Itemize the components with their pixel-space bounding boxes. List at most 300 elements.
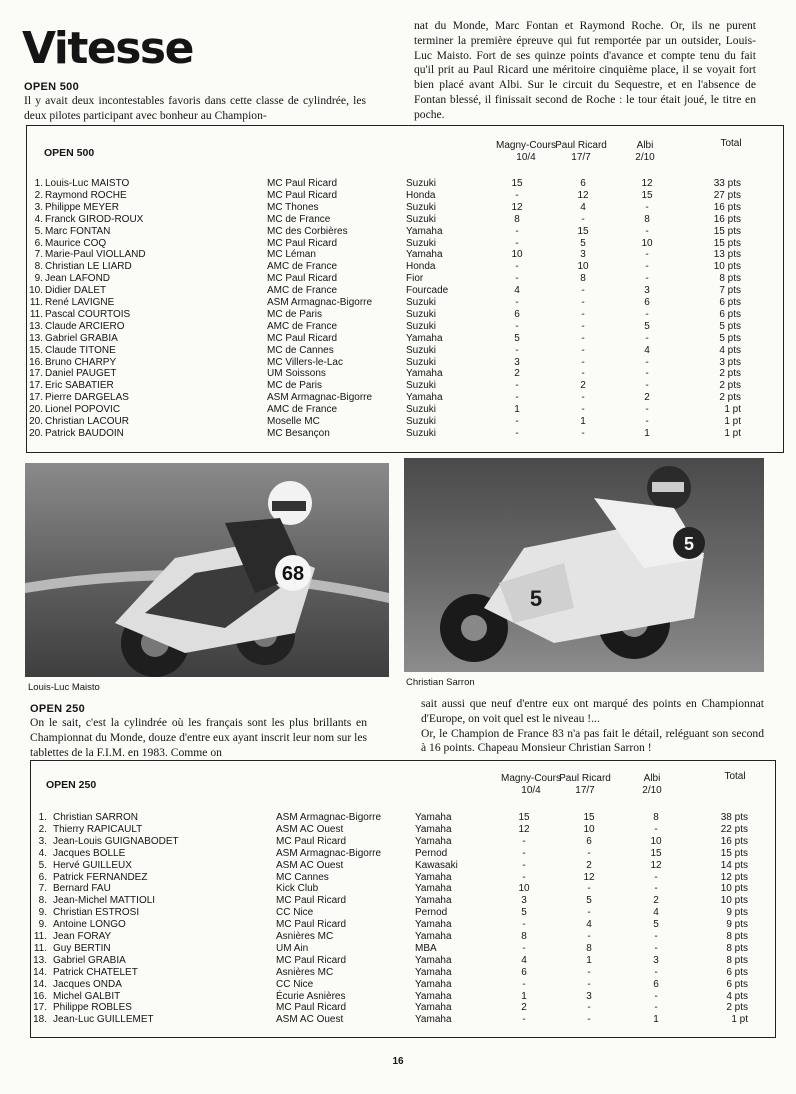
- make-cell: Yamaha: [415, 823, 452, 835]
- total-points-cell: 1 pt: [731, 1014, 748, 1026]
- albi-points-cell: -: [645, 332, 649, 344]
- club-cell: MC des Corbières: [267, 225, 348, 237]
- rider-name-cell: Lionel POPOVIC: [45, 404, 121, 416]
- rider-name-cell: Philippe ROBLES: [53, 1002, 132, 1014]
- rank-cell: 5.: [38, 859, 47, 871]
- photo-maisto: [25, 463, 389, 677]
- col-header-albi: [617, 140, 673, 163]
- total-points-cell: 2 pts: [719, 380, 741, 392]
- rider-name-cell: Guy BERTIN: [53, 942, 111, 954]
- total-points-cell: 4 pts: [719, 344, 741, 356]
- make-cell: MBA: [415, 942, 437, 954]
- table-row: [27, 428, 783, 440]
- make-cell: Yamaha: [406, 332, 443, 344]
- table-row: [31, 860, 775, 872]
- rider-name-cell: René LAVIGNE: [45, 297, 115, 308]
- table-row: [31, 931, 775, 943]
- make-cell: Suzuki: [406, 356, 437, 368]
- open500-heading: OPEN 500: [24, 81, 79, 93]
- make-cell: Suzuki: [406, 178, 437, 189]
- club-cell: UM Ain: [276, 942, 309, 954]
- col-header-date: 17/7: [571, 151, 591, 163]
- make-cell: Suzuki: [406, 308, 437, 320]
- total-points-cell: 10 pts: [720, 883, 748, 895]
- rider-name-cell: Pascal COURTOIS: [45, 308, 131, 320]
- total-points-cell: 6 pts: [719, 297, 741, 308]
- make-cell: Yamaha: [415, 919, 452, 931]
- make-cell: Yamaha: [406, 249, 443, 261]
- make-cell: Pernod: [415, 907, 448, 919]
- col-header-albi: [624, 773, 680, 796]
- rider-name-cell: Philippe MEYER: [45, 201, 119, 213]
- albi-points-cell: -: [654, 931, 658, 942]
- col-header-paul-ricard: [547, 773, 623, 796]
- table-row: [27, 285, 783, 297]
- rider-name-cell: Antoine LONGO: [53, 919, 126, 931]
- col-header-date: 10/4: [521, 784, 541, 796]
- magny-cours-points-cell: -: [515, 225, 519, 237]
- make-cell: Honda: [406, 261, 436, 273]
- table-row: [31, 848, 775, 860]
- rank-cell: 9.: [38, 907, 47, 919]
- albi-points-cell: -: [645, 201, 649, 213]
- table-row: [27, 190, 783, 202]
- paul-ricard-points-cell: -: [587, 1014, 591, 1026]
- table-row: [31, 907, 775, 919]
- albi-points-cell: -: [645, 308, 649, 320]
- rank-cell: 8.: [34, 261, 43, 273]
- albi-points-cell: -: [645, 368, 649, 380]
- paul-ricard-points-cell: 12: [577, 189, 589, 201]
- magny-cours-points-cell: 12: [511, 201, 523, 213]
- table-row: [31, 824, 775, 836]
- total-points-cell: 16 pts: [713, 213, 741, 225]
- rider-name-cell: Christian SARRON: [53, 812, 139, 823]
- make-cell: Suzuki: [406, 320, 437, 332]
- total-points-cell: 1 pt: [724, 416, 741, 427]
- rank-cell: 14.: [33, 966, 47, 978]
- rider-name-cell: Jacques ONDA: [53, 978, 122, 990]
- magny-cours-points-cell: -: [515, 427, 519, 439]
- paul-ricard-points-cell: 15: [577, 225, 589, 237]
- paul-ricard-points-cell: 6: [580, 178, 586, 189]
- paul-ricard-points-cell: -: [581, 344, 585, 356]
- make-cell: Suzuki: [406, 344, 437, 356]
- rider-name-cell: Bruno CHARPY: [45, 356, 117, 368]
- col-header-total: Total: [724, 771, 746, 782]
- paul-ricard-points-cell: -: [587, 847, 591, 859]
- magny-cours-points-cell: 4: [521, 954, 527, 966]
- total-points-cell: 8 pts: [726, 942, 748, 954]
- albi-points-cell: -: [654, 942, 658, 954]
- albi-points-cell: 6: [644, 297, 650, 308]
- rank-cell: 16.: [33, 990, 47, 1002]
- rank-cell: 7.: [34, 249, 43, 261]
- albi-points-cell: -: [645, 404, 649, 416]
- rank-cell: 1.: [34, 178, 43, 189]
- make-cell: Yamaha: [415, 1014, 452, 1026]
- rider-name-cell: Maurice COQ: [45, 237, 107, 249]
- magny-cours-points-cell: 10: [518, 883, 530, 895]
- magny-cours-points-cell: -: [515, 261, 519, 273]
- rank-cell: 9.: [38, 919, 47, 931]
- albi-points-cell: 4: [653, 907, 659, 919]
- rider-name-cell: Patrick FERNANDEZ: [53, 871, 148, 883]
- motorcycle-rider-photo: [25, 463, 389, 677]
- total-points-cell: 14 pts: [720, 859, 748, 871]
- total-points-cell: 8 pts: [726, 931, 748, 942]
- rank-cell: 17.: [29, 368, 43, 380]
- magny-cours-points-cell: 3: [521, 895, 527, 907]
- magny-cours-points-cell: -: [522, 835, 526, 847]
- paul-ricard-points-cell: 10: [583, 823, 595, 835]
- club-cell: ASM Armagnac-Bigorre: [267, 297, 373, 308]
- paul-ricard-points-cell: 3: [586, 990, 592, 1002]
- rank-cell: 20.: [29, 427, 43, 439]
- col-header-date: 10/4: [516, 151, 536, 163]
- total-points-cell: 2 pts: [719, 392, 741, 404]
- paul-ricard-points-cell: 6: [586, 835, 592, 847]
- table-row: [31, 919, 775, 931]
- col-header-total: Total: [720, 138, 742, 149]
- make-cell: Suzuki: [406, 297, 437, 308]
- albi-points-cell: 12: [650, 859, 662, 871]
- magny-cours-points-cell: 8: [514, 213, 520, 225]
- make-cell: Suzuki: [406, 237, 437, 249]
- total-points-cell: 10 pts: [720, 895, 748, 907]
- table-row: [27, 380, 783, 392]
- club-cell: MC Paul Ricard: [267, 273, 338, 285]
- total-points-cell: 6 pts: [726, 966, 748, 978]
- albi-points-cell: 3: [644, 285, 650, 297]
- table-row: [27, 297, 783, 309]
- paul-ricard-points-cell: 3: [580, 249, 586, 261]
- total-points-cell: 3 pts: [719, 356, 741, 368]
- albi-points-cell: 2: [653, 895, 659, 907]
- paul-ricard-points-cell: -: [587, 966, 591, 978]
- open250-intro-left: [30, 716, 367, 760]
- albi-points-cell: -: [654, 883, 658, 895]
- club-cell: MC de France: [267, 213, 331, 225]
- make-cell: Suzuki: [406, 416, 437, 427]
- magny-cours-points-cell: -: [522, 871, 526, 883]
- rank-cell: 20.: [29, 404, 43, 416]
- albi-points-cell: -: [654, 990, 658, 1002]
- table-row: [27, 309, 783, 321]
- table-row: [27, 226, 783, 238]
- col-header-label: Paul Ricard: [555, 140, 607, 151]
- rank-cell: 7.: [38, 883, 47, 895]
- club-cell: MC Paul Ricard: [276, 895, 347, 907]
- make-cell: Yamaha: [415, 966, 452, 978]
- club-cell: ASM Armagnac-Bigorre: [276, 812, 382, 823]
- table-row: [27, 261, 783, 273]
- make-cell: Fourcade: [406, 285, 449, 297]
- rank-cell: 14.: [33, 978, 47, 990]
- rank-cell: 2.: [38, 823, 47, 835]
- magny-cours-points-cell: -: [515, 273, 519, 285]
- paragraph: On le sait, c'est la cylindrée où les français sont les plus brillants en Championnat du Monde, douze d'entre eux ayant inscrit leur nom sur les tablettes de la F.I.M. en 1983. Comme on: [30, 716, 367, 759]
- club-cell: ASM AC Ouest: [276, 1014, 344, 1026]
- albi-points-cell: -: [645, 380, 649, 392]
- make-cell: Yamaha: [415, 883, 452, 895]
- col-header-label: Magny-Cours: [500, 773, 562, 784]
- magny-cours-points-cell: -: [515, 189, 519, 201]
- total-points-cell: 38 pts: [720, 812, 748, 823]
- magny-cours-points-cell: -: [515, 237, 519, 249]
- magny-cours-points-cell: -: [522, 919, 526, 931]
- magny-cours-points-cell: 2: [521, 1002, 527, 1014]
- table-row: [27, 333, 783, 345]
- magny-cours-points-cell: -: [515, 297, 519, 308]
- albi-points-cell: -: [654, 823, 658, 835]
- rank-cell: 6.: [38, 871, 47, 883]
- table-row: [31, 836, 775, 848]
- magny-cours-points-cell: -: [522, 859, 526, 871]
- total-points-cell: 15 pts: [713, 225, 741, 237]
- magny-cours-points-cell: 10: [511, 249, 523, 261]
- paul-ricard-points-cell: 1: [580, 416, 586, 427]
- albi-points-cell: 8: [644, 213, 650, 225]
- club-cell: MC Léman: [267, 249, 316, 261]
- paul-ricard-points-cell: -: [581, 213, 585, 225]
- col-header-paul-ricard: [543, 140, 619, 163]
- rider-name-cell: Daniel PAUGET: [45, 368, 117, 380]
- make-cell: Yamaha: [415, 1002, 452, 1014]
- total-points-cell: 1 pt: [724, 404, 741, 416]
- make-cell: Yamaha: [406, 392, 443, 404]
- col-header-date: 2/10: [642, 784, 662, 796]
- table-row: [31, 812, 775, 824]
- total-points-cell: 27 pts: [713, 189, 741, 201]
- club-cell: MC Besançon: [267, 427, 330, 439]
- total-points-cell: 9 pts: [726, 907, 748, 919]
- albi-points-cell: -: [645, 261, 649, 273]
- rider-name-cell: Patrick CHATELET: [53, 966, 138, 978]
- table-row: [31, 979, 775, 991]
- open500-intro-right: [414, 19, 756, 123]
- table-row: [31, 1014, 775, 1026]
- table-row: [27, 238, 783, 250]
- table-title: OPEN 250: [46, 779, 97, 791]
- make-cell: Yamaha: [406, 225, 443, 237]
- motorcycle-rider-photo: [404, 458, 764, 672]
- make-cell: Honda: [406, 189, 436, 201]
- rank-cell: 11.: [29, 297, 43, 308]
- rank-cell: 5.: [34, 225, 43, 237]
- magny-cours-points-cell: 3: [514, 356, 520, 368]
- table-row: [27, 178, 783, 190]
- paul-ricard-points-cell: 8: [586, 942, 592, 954]
- albi-points-cell: 8: [653, 812, 659, 823]
- rider-name-cell: Gabriel GRABIA: [45, 332, 118, 344]
- club-cell: Écurie Asnières: [276, 990, 346, 1002]
- rider-name-cell: Claude TITONE: [45, 344, 116, 356]
- albi-points-cell: -: [645, 273, 649, 285]
- rank-cell: 1.: [38, 812, 47, 823]
- table-row: [31, 895, 775, 907]
- rider-name-cell: Christian ESTROSI: [53, 907, 140, 919]
- rider-name-cell: Jean-Michel MATTIOLI: [53, 895, 156, 907]
- make-cell: Yamaha: [415, 990, 452, 1002]
- rider-name-cell: Jacques BOLLE: [53, 847, 126, 859]
- albi-points-cell: -: [645, 356, 649, 368]
- club-cell: UM Soissons: [267, 368, 326, 380]
- race-number: 5: [683, 534, 695, 554]
- table-row: [27, 392, 783, 404]
- club-cell: Kick Club: [276, 883, 319, 895]
- magny-cours-points-cell: -: [522, 942, 526, 954]
- make-cell: Pernod: [415, 847, 448, 859]
- club-cell: AMC de France: [267, 285, 338, 297]
- club-cell: MC Thones: [267, 201, 319, 213]
- magny-cours-points-cell: 6: [521, 966, 527, 978]
- table-row: [31, 872, 775, 884]
- magny-cours-points-cell: -: [522, 1014, 526, 1026]
- albi-points-cell: -: [645, 416, 649, 427]
- rider-name-cell: Jean FORAY: [53, 931, 112, 942]
- col-header-date: 17/7: [575, 784, 595, 796]
- magny-cours-points-cell: 15: [511, 178, 523, 189]
- club-cell: MC Paul Ricard: [276, 1002, 347, 1014]
- albi-points-cell: 3: [653, 954, 659, 966]
- club-cell: MC Paul Ricard: [276, 954, 347, 966]
- magny-cours-points-cell: 4: [514, 285, 520, 297]
- table-row: [27, 345, 783, 357]
- club-cell: MC de Paris: [267, 380, 323, 392]
- table-row: [27, 416, 783, 428]
- club-cell: Moselle MC: [267, 416, 320, 427]
- club-cell: MC Paul Ricard: [267, 237, 338, 249]
- albi-points-cell: 6: [653, 978, 659, 990]
- race-number: 68: [281, 563, 305, 585]
- albi-points-cell: 2: [644, 392, 650, 404]
- rider-name-cell: Michel GALBIT: [53, 990, 121, 1002]
- paul-ricard-points-cell: -: [587, 907, 591, 919]
- make-cell: Yamaha: [415, 978, 452, 990]
- albi-points-cell: 15: [641, 189, 653, 201]
- club-cell: ASM Armagnac-Bigorre: [276, 847, 382, 859]
- table-row: [31, 1002, 775, 1014]
- make-cell: Suzuki: [406, 201, 437, 213]
- total-points-cell: 9 pts: [726, 919, 748, 931]
- club-cell: MC Paul Ricard: [276, 919, 347, 931]
- club-cell: MC Cannes: [276, 871, 329, 883]
- rank-cell: 13.: [29, 332, 43, 344]
- rider-name-cell: Eric SABATIER: [45, 380, 114, 392]
- paul-ricard-points-cell: -: [587, 1002, 591, 1014]
- open250-results-table: [30, 760, 776, 1038]
- club-cell: ASM AC Ouest: [276, 823, 344, 835]
- club-cell: Asnières MC: [276, 966, 334, 978]
- albi-points-cell: 5: [644, 320, 650, 332]
- magny-cours-points-cell: -: [515, 392, 519, 404]
- paul-ricard-points-cell: -: [581, 392, 585, 404]
- open250-heading: OPEN 250: [30, 703, 85, 715]
- rider-name-cell: Marie-Paul VIOLLAND: [45, 249, 146, 261]
- club-cell: AMC de France: [267, 261, 338, 273]
- paul-ricard-points-cell: 15: [583, 812, 595, 823]
- paul-ricard-points-cell: -: [581, 427, 585, 439]
- make-cell: Yamaha: [415, 871, 452, 883]
- fairing-number: 5: [529, 586, 543, 611]
- paul-ricard-points-cell: 5: [580, 237, 586, 249]
- magny-cours-points-cell: -: [515, 380, 519, 392]
- total-points-cell: 13 pts: [713, 249, 741, 261]
- rank-cell: 3.: [38, 835, 47, 847]
- paul-ricard-points-cell: 4: [580, 201, 586, 213]
- paul-ricard-points-cell: -: [581, 285, 585, 297]
- total-points-cell: 4 pts: [726, 990, 748, 1002]
- club-cell: AMC de France: [267, 320, 338, 332]
- rank-cell: 6.: [34, 237, 43, 249]
- club-cell: MC Paul Ricard: [267, 332, 338, 344]
- make-cell: Fior: [406, 273, 424, 285]
- rank-cell: 9.: [34, 273, 43, 285]
- make-cell: Suzuki: [406, 380, 437, 392]
- total-points-cell: 33 pts: [713, 178, 741, 189]
- club-cell: CC Nice: [276, 907, 314, 919]
- table-row: [31, 883, 775, 895]
- col-header-label: Albi: [636, 140, 654, 151]
- table-row: [31, 967, 775, 979]
- col-header-label: Albi: [643, 773, 661, 784]
- table-row: [27, 214, 783, 226]
- paul-ricard-points-cell: -: [581, 308, 585, 320]
- photo-caption-maisto: Louis-Luc Maisto: [28, 682, 100, 693]
- make-cell: Yamaha: [415, 954, 452, 966]
- paragraph: nat du Monde, Marc Fontan et Raymond Roche. Or, ils ne purent terminer la première épreuve qui fut remportée par un outsider, Louis-Luc Maisto. Fort de ses quinze points d'avance et compte tenu du fait qu'il prit au Paul Ricard une méritoire cinquième place, il se voyait fort bien placé avant Albi. Sur le circuit du Sequestre, et en l'absence de Fontan blessé, il finissait second de Roche : le tour était joué, le titre en poche.: [414, 19, 756, 121]
- magny-cours-points-cell: 8: [521, 931, 527, 942]
- rider-name-cell: Jean LAFOND: [45, 273, 111, 285]
- open250-intro-right: [421, 697, 764, 756]
- magny-cours-points-cell: -: [522, 978, 526, 990]
- albi-points-cell: 1: [653, 1014, 659, 1026]
- table-row: [31, 943, 775, 955]
- club-cell: MC Villers-le-Lac: [267, 356, 343, 368]
- table-row: [27, 321, 783, 333]
- rank-cell: 13.: [33, 954, 47, 966]
- paul-ricard-points-cell: -: [581, 320, 585, 332]
- albi-points-cell: 10: [650, 835, 662, 847]
- rider-name-cell: Christian LACOUR: [45, 416, 129, 427]
- paul-ricard-points-cell: -: [581, 356, 585, 368]
- rank-cell: 3.: [34, 201, 43, 213]
- magny-cours-points-cell: -: [515, 344, 519, 356]
- albi-points-cell: 12: [641, 178, 653, 189]
- rank-cell: 2.: [34, 189, 43, 201]
- open500-intro-left: [24, 94, 366, 124]
- rider-name-cell: Marc FONTAN: [45, 225, 111, 237]
- total-points-cell: 22 pts: [720, 823, 748, 835]
- table-row: [27, 368, 783, 380]
- paul-ricard-points-cell: 2: [586, 859, 592, 871]
- rider-name-cell: Pierre DARGELAS: [45, 392, 129, 404]
- rank-cell: 17.: [29, 392, 43, 404]
- table-row: [27, 357, 783, 369]
- total-points-cell: 7 pts: [719, 285, 741, 297]
- albi-points-cell: 10: [641, 237, 653, 249]
- club-cell: ASM AC Ouest: [276, 859, 344, 871]
- total-points-cell: 6 pts: [726, 978, 748, 990]
- rank-cell: 17.: [33, 1002, 47, 1014]
- club-cell: MC Paul Ricard: [276, 835, 347, 847]
- albi-points-cell: -: [645, 225, 649, 237]
- total-points-cell: 16 pts: [720, 835, 748, 847]
- paul-ricard-points-cell: -: [581, 332, 585, 344]
- paul-ricard-points-cell: -: [587, 883, 591, 895]
- total-points-cell: 8 pts: [719, 273, 741, 285]
